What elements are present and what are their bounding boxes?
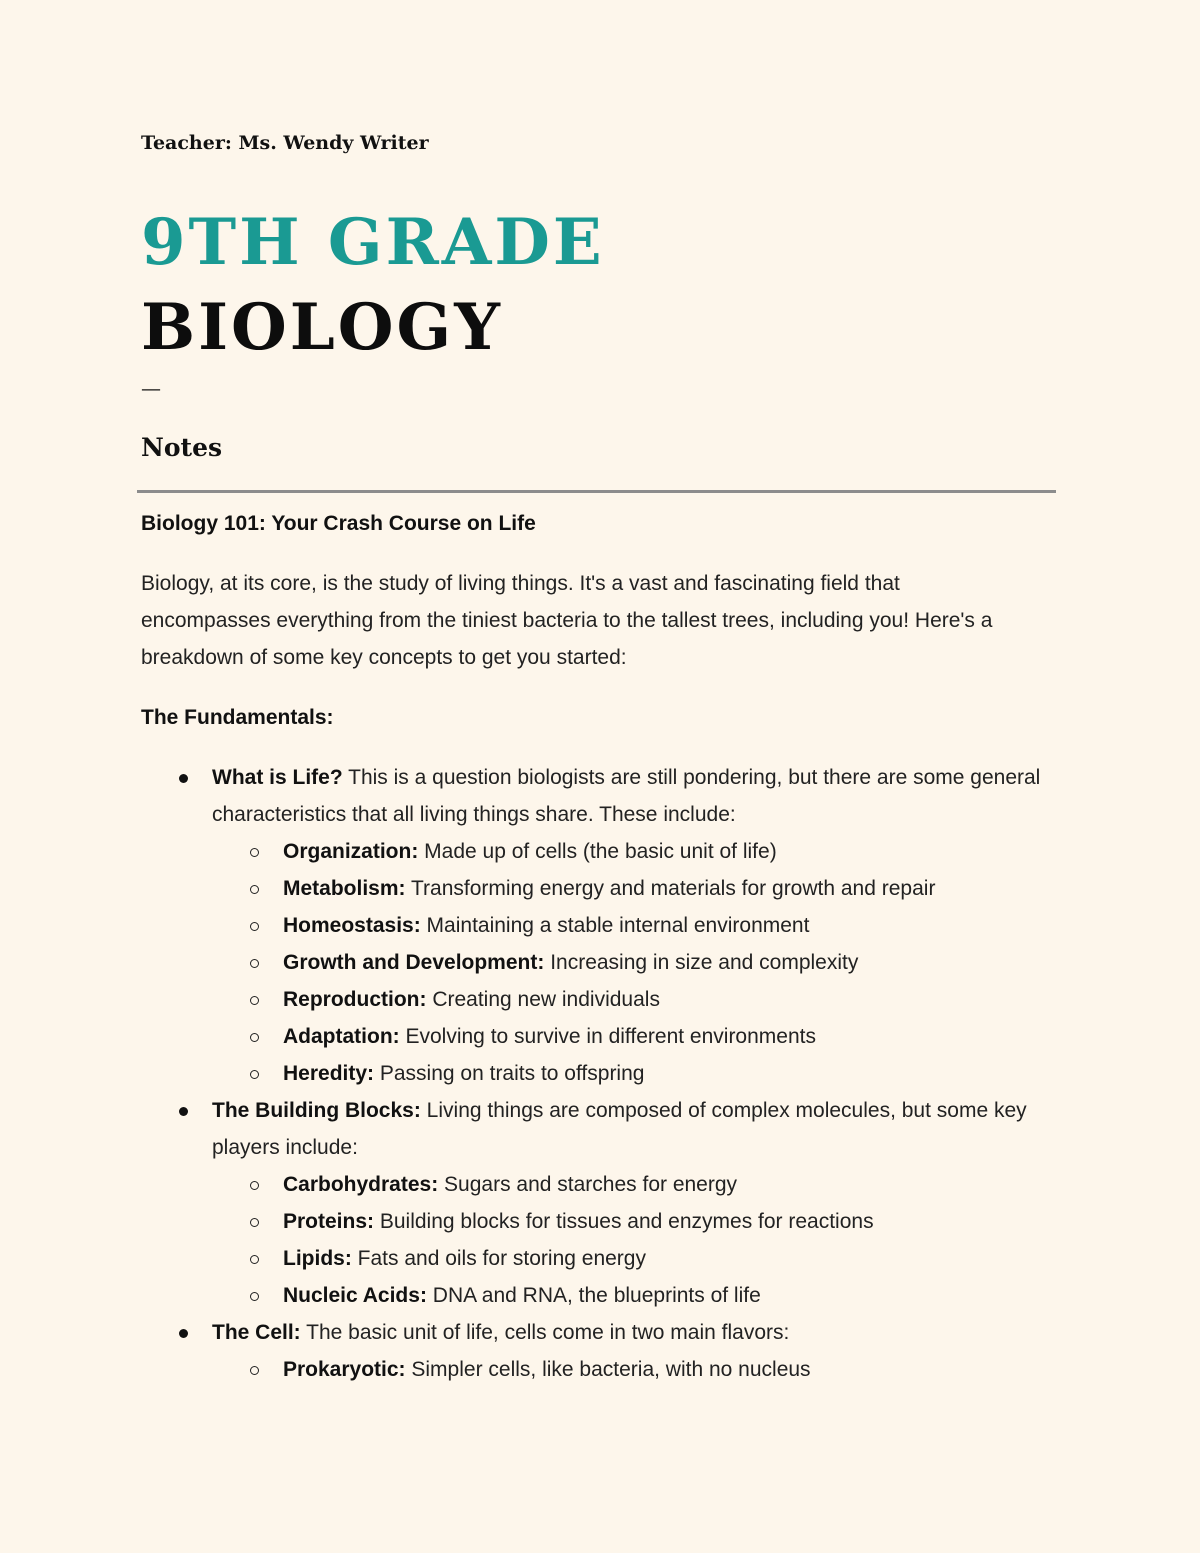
sublist-item-text: Increasing in size and complexity [544, 951, 859, 974]
sublist-item-text: Building blocks for tissues and enzymes for reactions [374, 1210, 874, 1233]
sublist-item-term: Nucleic Acids: [283, 1284, 427, 1307]
list-item-term: What is Life? [212, 766, 343, 789]
list-item-what-is-life [141, 759, 1061, 1092]
sublist-item [212, 1351, 1061, 1388]
sublist-item-term: Organization: [283, 840, 419, 863]
circle-bullet-icon [250, 996, 259, 1005]
circle-bullet-icon [250, 848, 259, 857]
sublist-item [212, 1055, 1061, 1092]
sublist-item-text: Sugars and starches for energy [438, 1173, 738, 1196]
sublist-cell-types [212, 1351, 1061, 1388]
sublist-item [212, 1277, 1061, 1314]
sublist-item [212, 1018, 1061, 1055]
fundamentals-list [141, 759, 1061, 1388]
circle-bullet-icon [250, 1292, 259, 1301]
list-item-term: The Building Blocks: [212, 1099, 421, 1122]
circle-bullet-icon [250, 922, 259, 931]
sublist-item [212, 1203, 1061, 1240]
sublist-item-text: Passing on traits to offspring [374, 1062, 645, 1085]
sublist-item-term: Prokaryotic: [283, 1358, 406, 1381]
sublist-item-text: Made up of cells (the basic unit of life) [418, 840, 777, 863]
sublist-item-term: Growth and Development: [283, 951, 545, 974]
sublist-item-text: Creating new individuals [426, 988, 660, 1011]
list-item-text: Living things are composed of complex molecules, but some key players include: [212, 1099, 1027, 1159]
circle-bullet-icon [250, 959, 259, 968]
circle-bullet-icon [250, 1366, 259, 1375]
circle-bullet-icon [250, 885, 259, 894]
notes-content [141, 505, 1061, 1388]
intro-paragraph: Biology, at its core, is the study of living things. It's a vast and fascinating field that encompasses everything from the tiniest bacteria to the tallest trees, including you! Here's a breakdown of some key concepts to get you started: [141, 572, 993, 669]
sublist-characteristics [212, 833, 1061, 1092]
horizontal-rule [137, 490, 1056, 493]
sublist-item-text: Simpler cells, like bacteria, with no nucleus [405, 1358, 811, 1381]
sublist-item [212, 1166, 1061, 1203]
title-grade: 9TH GRADE [141, 205, 605, 280]
list-item-text: The basic unit of life, cells come in two main flavors: [300, 1321, 790, 1344]
bullet-icon [179, 1107, 188, 1116]
sublist-item-text: Fats and oils for storing energy [351, 1247, 646, 1270]
bullet-icon [179, 1329, 188, 1338]
bullet-icon [179, 774, 188, 783]
fundamentals-title: The Fundamentals: [141, 706, 334, 729]
circle-bullet-icon [250, 1070, 259, 1079]
sublist-item-term: Heredity: [283, 1062, 375, 1085]
sublist-item [212, 870, 1061, 907]
title-subject: BIOLOGY [141, 290, 503, 365]
sublist-item [212, 833, 1061, 870]
list-item-term: The Cell: [212, 1321, 301, 1344]
sublist-item-text: DNA and RNA, the blueprints of life [426, 1284, 761, 1307]
sublist-item-text: Maintaining a stable internal environment [420, 914, 810, 937]
sublist-item-term: Lipids: [283, 1247, 352, 1270]
circle-bullet-icon [250, 1033, 259, 1042]
list-item-building-blocks [141, 1092, 1061, 1314]
section-title: Biology 101: Your Crash Course on Life [141, 512, 536, 535]
list-item-the-cell [141, 1314, 1061, 1388]
sublist-item-term: Reproduction: [283, 988, 427, 1011]
title-dash: — [141, 376, 161, 400]
sublist-item [212, 981, 1061, 1018]
sublist-item-term: Metabolism: [283, 877, 406, 900]
sublist-item-term: Proteins: [283, 1210, 375, 1233]
sublist-item [212, 1240, 1061, 1277]
list-item-text: This is a question biologists are still pondering, but there are some general characteristics that all living things share. These include: [212, 766, 1041, 826]
circle-bullet-icon [250, 1218, 259, 1227]
sublist-item [212, 944, 1061, 981]
sublist-item [212, 907, 1061, 944]
circle-bullet-icon [250, 1255, 259, 1264]
sublist-item-term: Adaptation: [283, 1025, 400, 1048]
sublist-item-text: Evolving to survive in different environments [399, 1025, 816, 1048]
notes-heading: Notes [141, 433, 223, 462]
teacher-line: Teacher: Ms. Wendy Writer [141, 132, 429, 154]
sublist-item-term: Homeostasis: [283, 914, 421, 937]
circle-bullet-icon [250, 1181, 259, 1190]
sublist-molecules [212, 1166, 1061, 1314]
sublist-item-term: Carbohydrates: [283, 1173, 439, 1196]
sublist-item-text: Transforming energy and materials for growth and repair [405, 877, 936, 900]
